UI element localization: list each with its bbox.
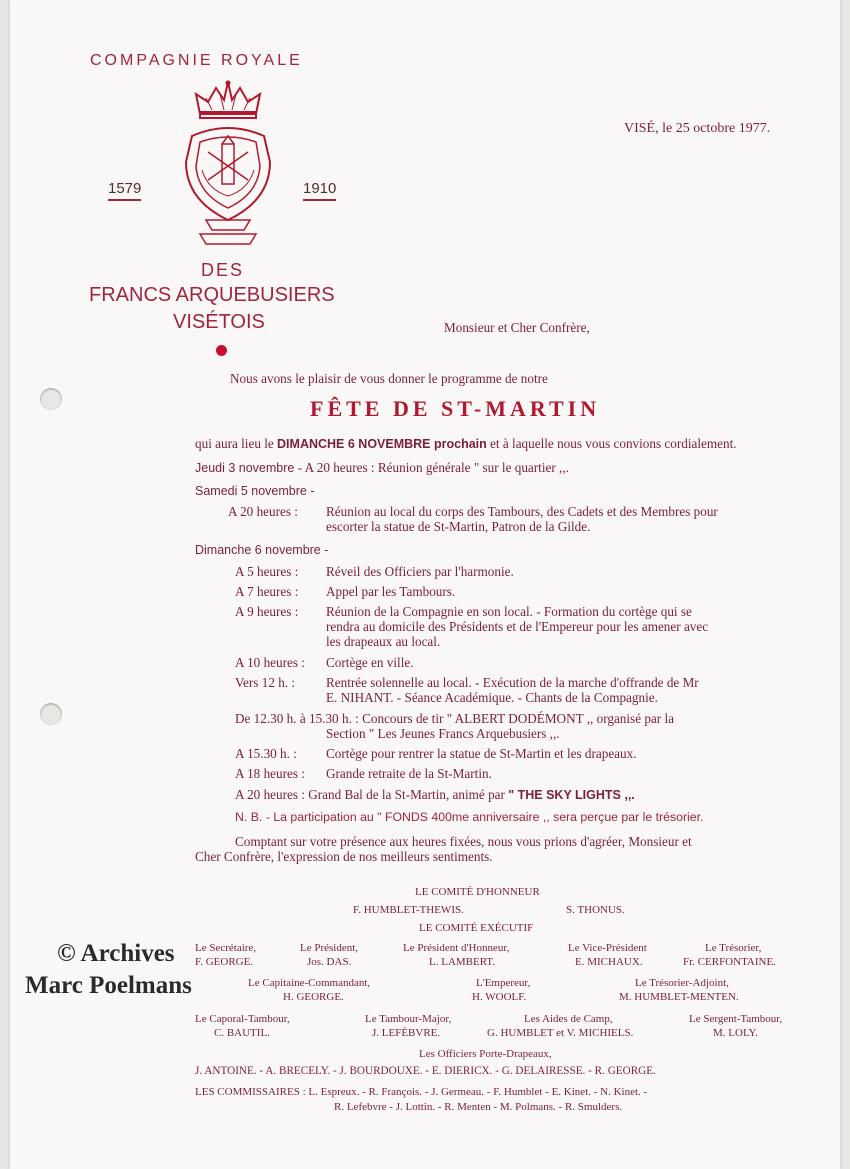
committee-role: Le Secrétaire, — [195, 942, 257, 954]
charter-year: 1910 — [303, 180, 336, 201]
jeudi-text: - A 20 heures : Réunion générale " sur le quartier ,,. — [294, 460, 569, 475]
concours — [235, 711, 674, 741]
schedule-line: Rentrée solennelle au local. - Exécution de la marche d'offrande de Mr — [326, 675, 699, 690]
bal-text: Grand Bal de la St-Martin, animé par — [308, 787, 509, 802]
committee-member: Fr. CERFONTAINE. — [683, 956, 776, 968]
header-line2: DES — [201, 260, 245, 280]
schedule-text: Grande retraite de la St-Martin. — [326, 766, 492, 781]
header-line3: FRANCS ARQUEBUSIERS — [89, 284, 335, 306]
schedule-line: les drapeaux au local. — [326, 634, 441, 649]
committee-member: Jos. DAS. — [307, 956, 352, 968]
committee-member: H. GEORGE. — [283, 991, 344, 1003]
schedule-time: A 18 heures : — [235, 766, 305, 781]
nb-line: N. B. - La participation au " FONDS 400me anniversaire ,, sera perçue par le trésorier. — [235, 810, 704, 824]
schedule-line: Réunion de la Compagnie en son local. - Formation du cortège qui se — [326, 604, 692, 619]
committee-role: Le Tambour-Major, — [365, 1013, 452, 1025]
schedule-text — [326, 604, 708, 649]
red-dot-icon — [216, 345, 227, 356]
closing-line-1: Comptant sur votre présence aux heures fixées, nous vous prions d'agréer, Monsieur et — [235, 834, 692, 849]
committee-role: Le Trésorier-Adjoint, — [635, 977, 729, 989]
schedule-line: rendra au domicile des Présidents et de l'Empereur pour les amener avec — [326, 619, 709, 634]
invite-after: et à laquelle nous vous convions cordialement. — [486, 436, 737, 451]
committee-member: G. HUMBLET et V. MICHIELS. — [487, 1027, 634, 1039]
committee-role: Les Aides de Camp, — [524, 1013, 613, 1025]
schedule-text — [326, 584, 455, 599]
dimanche-day: Dimanche 6 novembre - — [195, 543, 329, 557]
committee-role: Le Président, — [300, 942, 359, 954]
samedi-text-2: escorter la statue de St-Martin, Patron de la Gilde. — [326, 519, 591, 534]
committee-member: H. WOOLF. — [472, 991, 527, 1003]
bal-line — [235, 787, 635, 803]
bal-time: A 20 heures : — [235, 787, 305, 802]
samedi-text-1: Réunion au local du corps des Tambours, des Cadets et des Membres pour — [326, 504, 718, 519]
committee-member: M. LOLY. — [713, 1027, 758, 1039]
porte-drapeaux-names: J. ANTOINE. - A. BRECELY. - J. BOURDOUXE. - E. DIERICX. - G. DELAIRESSE. - R. GEORGE. — [195, 1065, 656, 1077]
header-line1: COMPAGNIE ROYALE — [90, 52, 303, 69]
committee-role: L'Empereur, — [476, 977, 531, 989]
bal-band: " THE SKY LIGHTS ,,. — [508, 788, 635, 802]
watermark-line-1: © Archives — [57, 940, 175, 967]
concours-line-2: Section " Les Jeunes Francs Arquebusiers ,,. — [326, 726, 560, 741]
founding-year: 1579 — [108, 180, 141, 201]
salutation: Monsieur et Cher Confrère, — [444, 320, 590, 335]
coat-of-arms-icon — [178, 80, 278, 256]
committee-member: C. BAUTIL. — [214, 1027, 270, 1039]
punch-hole-bottom — [40, 703, 62, 725]
committee-member: L. LAMBERT. — [429, 956, 496, 968]
schedule-time: A 15.30 h. : — [235, 746, 297, 761]
committee-role: Le Caporal-Tambour, — [195, 1013, 290, 1025]
comite-honneur-title: LE COMITÉ D'HONNEUR — [415, 886, 540, 898]
schedule-text: Cortège pour rentrer la statue de St-Martin et les drapeaux. — [326, 746, 637, 761]
committee-role: Le Capitaine-Commandant, — [248, 977, 371, 989]
committee-member: M. HUMBLET-MENTEN. — [619, 991, 739, 1003]
schedule-text — [326, 564, 514, 579]
concours-line-1: De 12.30 h. à 15.30 h. : Concours de tir " ALBERT DODÉMONT ,, organisé par la — [235, 711, 674, 726]
samedi-text — [326, 504, 718, 534]
committee-member: E. MICHAUX. — [575, 956, 643, 968]
closing — [195, 834, 692, 864]
committee-role: Le Président d'Honneur, — [403, 942, 510, 954]
invite-date: DIMANCHE 6 NOVEMBRE prochain — [277, 437, 487, 451]
samedi-time: A 20 heures : — [228, 504, 298, 519]
jeudi-day: Jeudi 3 novembre — [195, 461, 295, 475]
committee-role: Le Trésorier, — [705, 942, 762, 954]
schedule-line: E. NIHANT. - Séance Académique. - Chants de la Compagnie. — [326, 690, 658, 705]
committee-role: Le Vice-Président — [568, 942, 647, 954]
schedule-line: Cortège en ville. — [326, 655, 414, 670]
schedule-time: A 9 heures : — [235, 604, 299, 619]
commissaires-line-2: R. Lefebvre - J. Lottin. - R. Menten - M. Polmans. - R. Smulders. — [334, 1101, 623, 1113]
jeudi-line — [195, 460, 569, 476]
invite-line — [195, 436, 737, 452]
schedule-text — [326, 655, 414, 670]
schedule-time: Vers 12 h. : — [235, 675, 296, 690]
intro-line: Nous avons le plaisir de vous donner le programme de notre — [230, 371, 548, 386]
watermark-line-2: Marc Poelmans — [25, 972, 192, 999]
comite-executif-title: LE COMITÉ EXÉCUTIF — [419, 922, 534, 934]
crown-icon — [196, 81, 260, 119]
date-line: VISÉ, le 25 octobre 1977. — [624, 121, 771, 136]
schedule-time: A 5 heures : — [235, 564, 299, 579]
invite-before: qui aura lieu le — [195, 436, 278, 451]
closing-line-2: Cher Confrère, l'expression de nos meilleurs sentiments. — [195, 849, 493, 864]
comite-honneur-name: F. HUMBLET-THEWIS. — [353, 904, 464, 916]
comite-honneur-name: S. THONUS. — [566, 904, 625, 916]
committee-member: J. LEFÈBVRE. — [372, 1027, 441, 1039]
committee-role: Le Sergent-Tambour, — [689, 1013, 783, 1025]
schedule-line: Réveil des Officiers par l'harmonie. — [326, 564, 514, 579]
header-line4: VISÉTOIS — [173, 311, 265, 333]
schedule-text — [326, 675, 699, 705]
schedule-line: Appel par les Tambours. — [326, 584, 456, 599]
schedule-time: A 7 heures : — [235, 584, 299, 599]
schedule-time: A 10 heures : — [235, 655, 305, 670]
commissaires-line-1: LES COMMISSAIRES : L. Espreux. - R. François. - J. Germeau. - F. Humblet - E. Kinet. - N. Kinet. - — [195, 1086, 648, 1098]
committee-member: F. GEORGE. — [195, 956, 254, 968]
porte-drapeaux-title: Les Officiers Porte-Drapeaux, — [419, 1048, 552, 1060]
event-title: FÊTE DE ST-MARTIN — [310, 396, 601, 421]
punch-hole-top — [40, 388, 62, 410]
samedi-day: Samedi 5 novembre - — [195, 484, 315, 498]
